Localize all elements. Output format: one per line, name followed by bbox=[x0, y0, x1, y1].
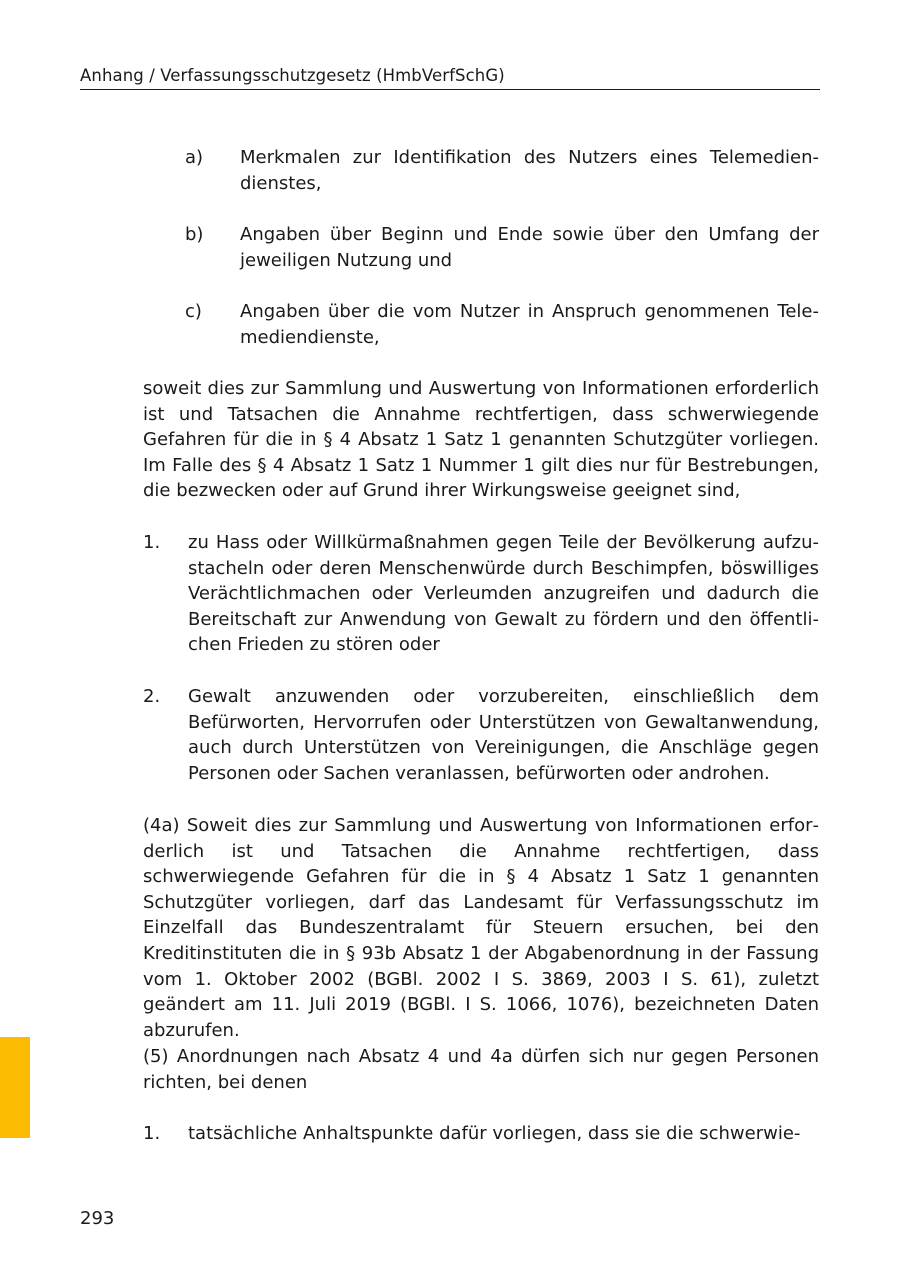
list-item-text: Angaben über die vom Nutzer in Anspruch genommenen Telemediendienste, bbox=[240, 301, 819, 348]
list-item-text: Angaben über Beginn und Ende sowie über den Umfang der jeweiligen Nutzung und bbox=[240, 224, 819, 271]
chapter-side-tab bbox=[0, 1037, 30, 1138]
list-marker: 1. bbox=[143, 532, 161, 553]
list-marker: 2. bbox=[143, 686, 161, 707]
list-item-text: zu Hass oder Willkürmaßnahmen gegen Teile der Bevölkerung aufzustacheln oder deren Menschenwürde durch Beschimpfen, böswilliges Verächtlichmachen oder Verleumden anzugreifen und dadurch die Bereitschaft zur Anwendung von Gewalt zu fördern und den öffentlichen Frieden zu stören oder bbox=[188, 532, 819, 656]
list-item-text: tatsächliche Anhaltspunkte dafür vorliegen, dass sie die schwerwie- bbox=[188, 1123, 801, 1144]
running-header: Anhang / Verfassungsschutzgesetz (HmbVerfSchG) bbox=[80, 66, 820, 90]
list-marker: a) bbox=[185, 147, 204, 168]
list-marker: c) bbox=[185, 301, 202, 322]
paragraph-4a: (4a) Soweit dies zur Sammlung und Auswertung von Informationen erforderlich ist und Tatsachen die Annahme rechtfertigen, dass schwerwiegende Gefahren für die in § 4 Absatz 1 Satz 1 genannten Schutzgüter vorliegen, darf das Landesamt für Verfassungsschutz im Einzelfall das Bundeszentralamt für Steuern ersuchen, bei den Kreditinstituten die in § 93b Absatz 1 der Abgabenordnung in der Fassung vom 1. Oktober 2002 (BGBl. 2002 I S. 3869, 2003 I S. 61), zuletzt geändert am 11. Juli 2019 (BGBl. I S. 1066, 1076), bezeichneten Daten abzurufen. bbox=[143, 815, 819, 1041]
page-number: 293 bbox=[80, 1208, 115, 1229]
paragraph-5: (5) Anordnungen nach Absatz 4 und 4a dürfen sich nur gegen Personen richten, bei denen bbox=[143, 1046, 819, 1093]
paragraph-soweit: soweit dies zur Sammlung und Auswertung von Informationen erforderlich ist und Tatsachen die Annahme rechtfertigen, dass schwerwiegende Gefahren für die in § 4 Absatz 1 Satz 1 genannten Schutzgüter vorliegen. Im Falle des § 4 Absatz 1 Satz 1 Nummer 1 gilt dies nur für Bestrebungen, die bezwecken oder auf Grund ihrer Wirkungsweise geeignet sind, bbox=[143, 378, 819, 502]
list-marker: b) bbox=[185, 224, 204, 245]
list-marker: 1. bbox=[143, 1123, 161, 1144]
list-item-text: Merkmalen zur Identifikation des Nutzers eines Telemediendienstes, bbox=[240, 147, 819, 194]
list-item-text: Gewalt anzuwenden oder vorzubereiten, einschließlich dem Befürworten, Hervorrufen oder Unterstützen von Gewaltanwendung, auch durch Unterstützen von Vereinigungen, die Anschläge gegen Personen oder Sachen veranlassen, befürworten oder androhen. bbox=[188, 686, 819, 784]
